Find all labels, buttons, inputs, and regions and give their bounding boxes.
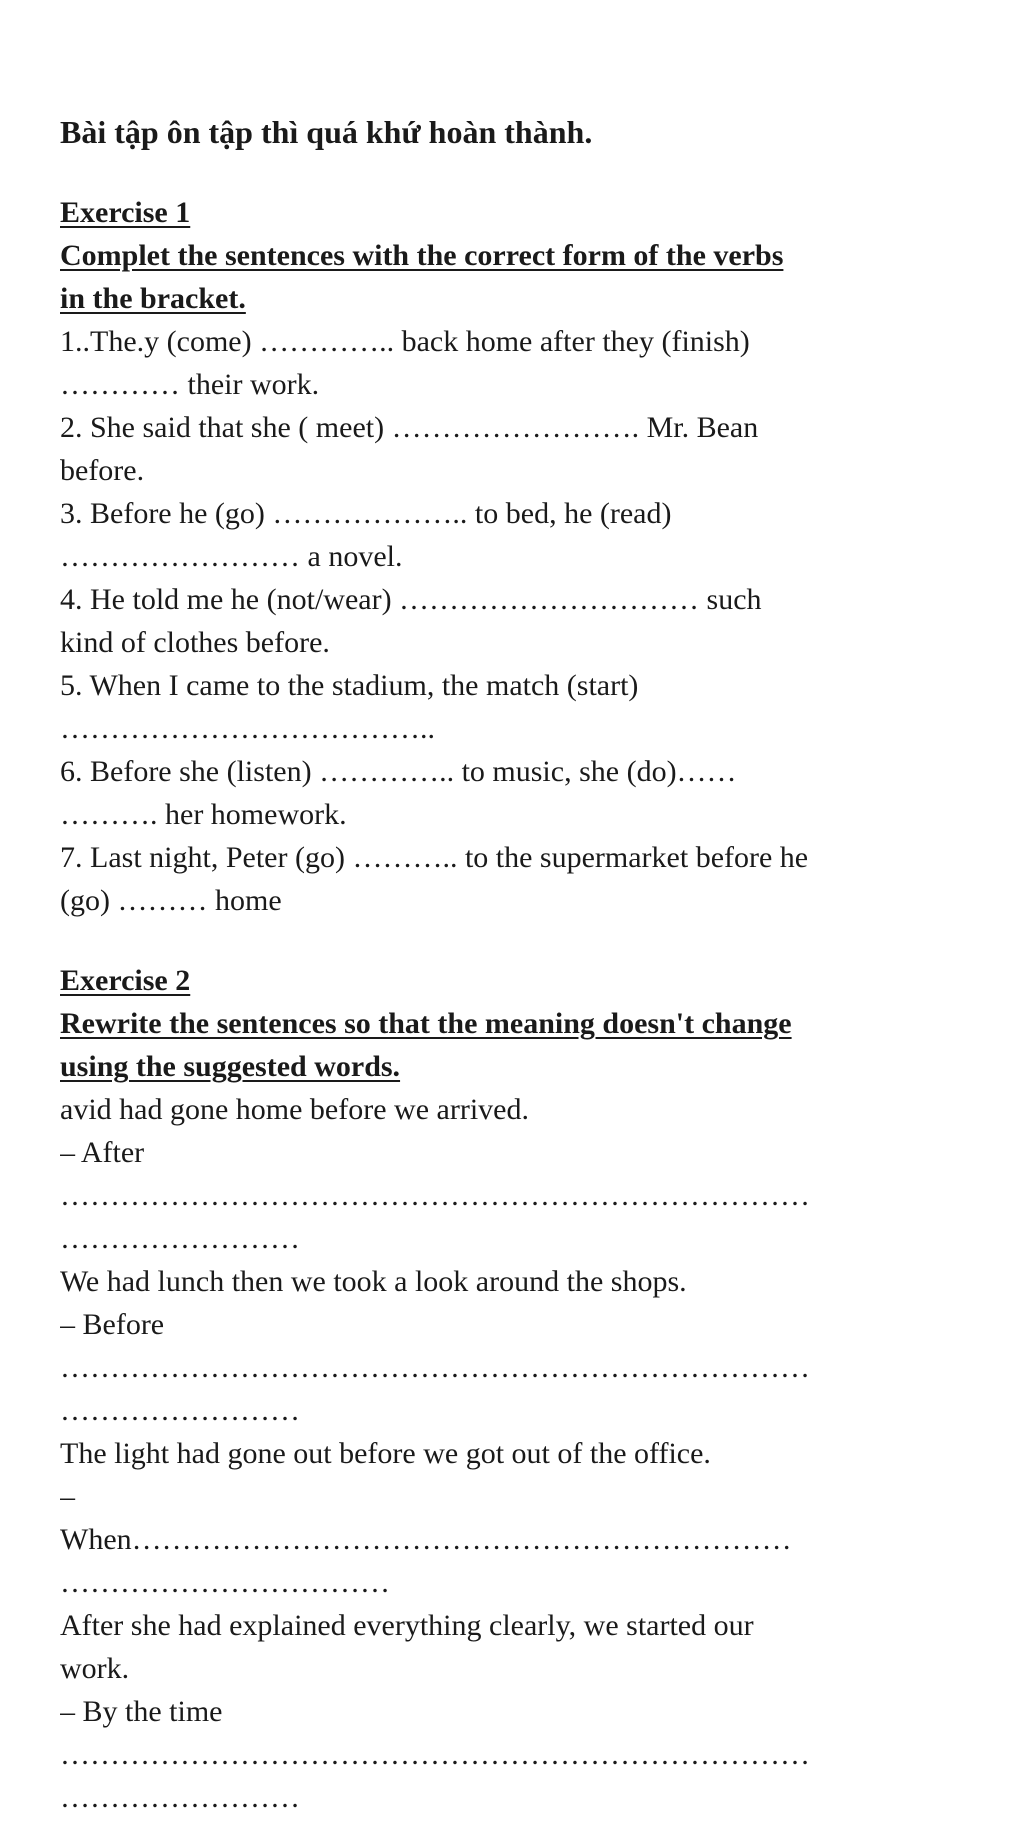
exercise-1-heading: Exercise 1: [60, 196, 191, 229]
exercise-2-line: –: [60, 1480, 75, 1513]
exercise-1-line: before.: [60, 454, 145, 487]
exercise-2-line: When…………………………………………………………: [60, 1523, 792, 1556]
page-title: Bài tập ôn tập thì quá khứ hoàn thành.: [60, 114, 593, 150]
exercise-2-line: – By the time: [60, 1695, 223, 1728]
exercise-1-line: kind of clothes before.: [60, 626, 330, 659]
exercise-1-line: …………………… a novel.: [60, 540, 403, 573]
exercise-2-line: ……………………: [60, 1394, 300, 1427]
exercise-1-line: ………………………………..: [60, 712, 435, 745]
exercise-2-line: ……………………: [60, 1222, 300, 1255]
exercise-2-line: After she had explained everything clearly, we started our: [60, 1609, 754, 1642]
exercise-2-line: …………………………………………………………………: [60, 1351, 810, 1384]
exercise-2-line: …………………………………………………………………: [60, 1179, 810, 1212]
exercise-1: [60, 191, 960, 922]
exercise-1-instruction-line: in the bracket.: [60, 282, 246, 315]
exercise-1-line: ………. her homework.: [60, 798, 347, 831]
exercise-2-line: work.: [60, 1652, 130, 1685]
exercise-1-line: 6. Before she (listen) ………….. to music, she (do)……: [60, 755, 737, 788]
exercise-2-line: – Before: [60, 1308, 165, 1341]
exercise-1-line: 7. Last night, Peter (go) ……….. to the supermarket before he: [60, 841, 809, 874]
exercise-2: [60, 959, 960, 1819]
exercise-1-line: 5. When I came to the stadium, the match (start): [60, 669, 639, 702]
exercise-2-line: …………………………………………………………………: [60, 1738, 810, 1771]
exercise-2-line: – After: [60, 1136, 145, 1169]
exercise-1-instruction-line: Complet the sentences with the correct form of the verbs: [60, 239, 784, 272]
exercise-1-line: (go) ……… home: [60, 884, 282, 917]
exercise-2-line: ……………………………: [60, 1566, 390, 1599]
exercise-1-line: 3. Before he (go) ……………….. to bed, he (read): [60, 497, 672, 530]
exercise-2-instruction-line: using the suggested words.: [60, 1050, 401, 1083]
exercise-1-line: 1..The.y (come) ………….. back home after they (finish): [60, 325, 750, 358]
exercise-2-line: We had lunch then we took a look around the shops.: [60, 1265, 687, 1298]
exercise-2-line: The light had gone out before we got out of the office.: [60, 1437, 711, 1470]
exercise-2-instruction-line: Rewrite the sentences so that the meaning doesn't change: [60, 1007, 792, 1040]
exercise-2-line: ……………………: [60, 1781, 300, 1814]
exercise-2-line: avid had gone home before we arrived.: [60, 1093, 529, 1126]
exercise-2-heading: Exercise 2: [60, 964, 191, 997]
exercise-1-line: 2. She said that she ( meet) ……………………. Mr. Bean: [60, 411, 759, 444]
exercise-1-line: 4. He told me he (not/wear) ………………………… such: [60, 583, 762, 616]
exercise-1-line: ………… their work.: [60, 368, 320, 401]
